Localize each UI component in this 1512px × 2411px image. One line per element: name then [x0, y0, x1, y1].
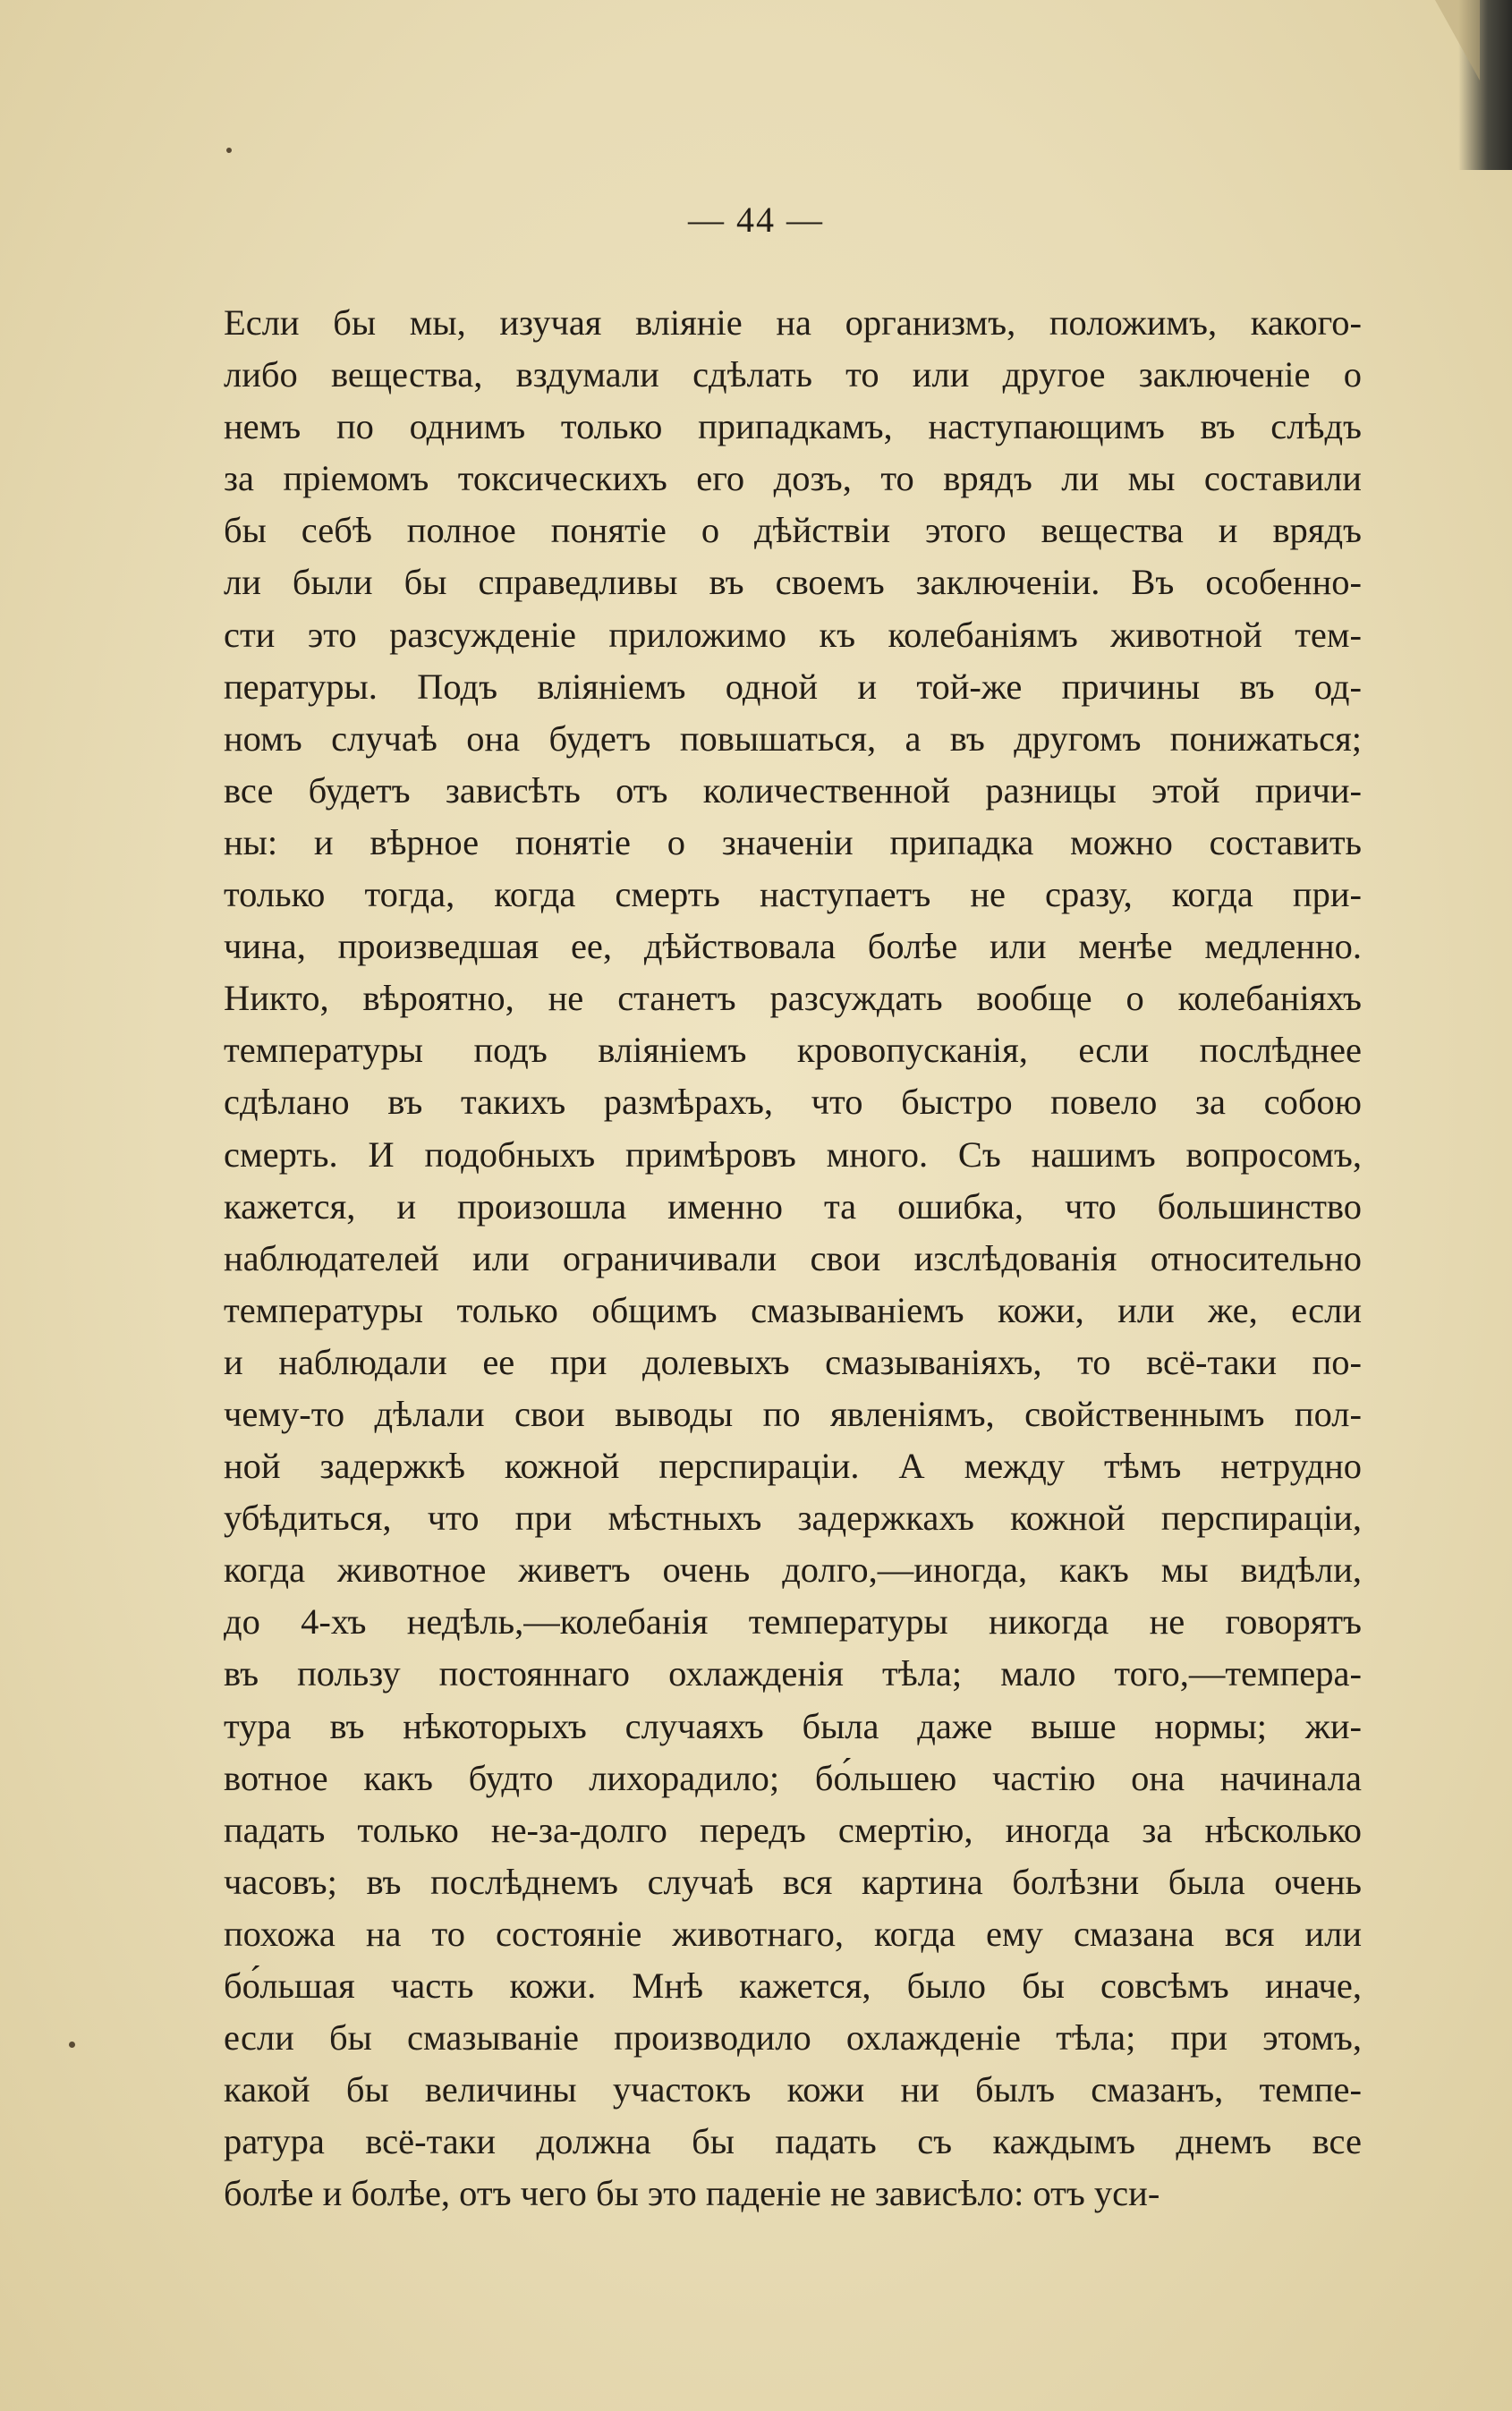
- text-line: кажется, и произошла именно та ошибка, что большинство: [224, 1185, 1362, 1227]
- text-line: сдѣлано въ такихъ размѣрахъ, что быстро повело за собою: [224, 1082, 1362, 1123]
- text-line: часовъ; въ послѣднемъ случаѣ вся картина болѣзни была очень: [224, 1861, 1362, 1902]
- text-line: похожа на то состояніе животнаго, когда ему смазана вся или: [224, 1913, 1362, 1954]
- text-line: падать только не-за-долго передъ смертію, иногда за нѣсколько: [224, 1809, 1362, 1850]
- text-line: сти это разсужденіе приложимо къ колебаніямъ животной тем-: [224, 614, 1362, 655]
- page-number: — 44 —: [688, 200, 824, 240]
- text-line: и наблюдали ее при долевыхъ смазываніяхъ, то всё-таки по-: [224, 1341, 1362, 1382]
- text-line: номъ случаѣ она будетъ повышаться, а въ другомъ понижаться;: [224, 717, 1362, 759]
- text-line: бо́льшая часть кожи. Мнѣ кажется, было бы совсѣмъ иначе,: [224, 1965, 1362, 2006]
- paper-speck: [69, 2042, 75, 2048]
- text-line: температуры только общимъ смазываніемъ кожи, или же, если: [224, 1289, 1362, 1330]
- text-line: чему-то дѣлали свои выводы по явленіямъ, свойственнымъ пол-: [224, 1393, 1362, 1434]
- text-line: за пріемомъ токсическихъ его дозъ, то врядъ ли мы составили: [224, 458, 1362, 499]
- text-line: въ пользу постояннаго охлажденія тѣла; мало того,—темпера-: [224, 1653, 1362, 1694]
- text-line: ны: и вѣрное понятіе о значеніи припадка можно составить: [224, 821, 1362, 862]
- text-line: все будетъ зависѣть отъ количественной разницы этой причи-: [224, 769, 1362, 811]
- text-line: бы себѣ полное понятіе о дѣйствіи этого вещества и врядъ: [224, 510, 1362, 551]
- text-line: до 4-хъ недѣль,—колебанія температуры никогда не говорятъ: [224, 1601, 1362, 1643]
- text-line: Никто, вѣроятно, не станетъ разсуждать вообще о колебаніяхъ: [224, 978, 1362, 1019]
- text-line: температуры подъ вліяніемъ кровопусканія, если послѣднее: [224, 1030, 1362, 1071]
- text-line: наблюдателей или ограничивали свои изслѣдованія относительно: [224, 1237, 1362, 1278]
- text-line: смерть. И подобныхъ примѣровъ много. Съ нашимъ вопросомъ,: [224, 1133, 1362, 1175]
- text-line: ратура всё-таки должна бы падать съ каждымъ днемъ все: [224, 2121, 1362, 2162]
- body-text: [224, 297, 1362, 2220]
- text-line: либо вещества, вздумали сдѣлать то или другое заключеніе о: [224, 354, 1362, 395]
- text-line: немъ по однимъ только припадкамъ, наступающимъ въ слѣдъ: [224, 406, 1362, 447]
- text-line: какой бы величины участокъ кожи ни былъ смазанъ, темпе-: [224, 2069, 1362, 2110]
- text-line: ной задержкѣ кожной перспираціи. А между тѣмъ нетрудно: [224, 1446, 1362, 1487]
- text-line: ли были бы справедливы въ своемъ заключеніи. Въ особенно-: [224, 562, 1362, 603]
- text-line: чина, произведшая ее, дѣйствовала болѣе или менѣе медленно.: [224, 926, 1362, 967]
- paper-speck: [226, 148, 232, 153]
- text-line: Если бы мы, изучая вліяніе на организмъ, положимъ, какого-: [224, 302, 1362, 343]
- text-line: когда животное живетъ очень долго,—иногда, какъ мы видѣли,: [224, 1549, 1362, 1591]
- text-line: тура въ нѣкоторыхъ случаяхъ была даже выше нормы; жи-: [224, 1705, 1362, 1746]
- text-line: если бы смазываніе производило охлажденіе тѣла; при этомъ,: [224, 2017, 1362, 2059]
- text-line: убѣдиться, что при мѣстныхъ задержкахъ кожной перспираціи,: [224, 1498, 1362, 1539]
- text-line: болѣе и болѣе, отъ чего бы это паденіе не зависѣло: отъ уси-: [224, 2173, 1160, 2214]
- text-line: только тогда, когда смерть наступаетъ не сразу, когда при-: [224, 874, 1362, 915]
- text-line: пературы. Подъ вліяніемъ одной и той-же причины въ од-: [224, 666, 1362, 707]
- folded-page-corner: [1435, 0, 1480, 81]
- text-line: вотное какъ будто лихорадило; бо́льшею частію она начинала: [224, 1757, 1362, 1798]
